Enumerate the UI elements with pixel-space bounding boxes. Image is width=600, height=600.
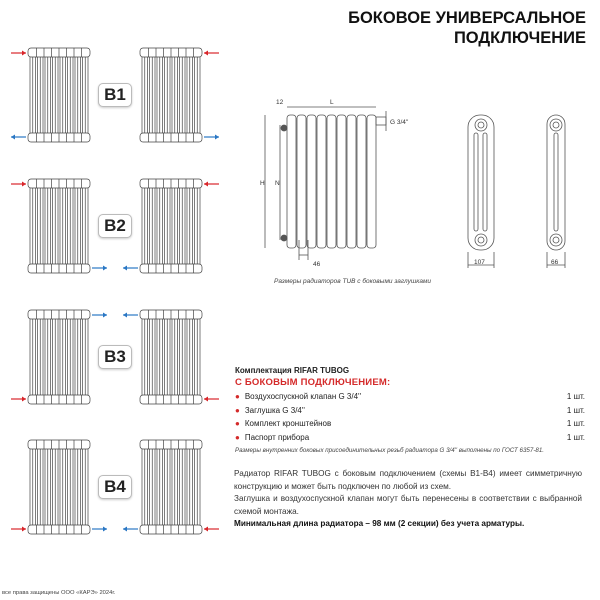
radiator-section [287, 115, 296, 248]
kit-note: Размеры внутренних боковых присоединительных резьб радиатора G 3/4'' выполнены по ГОСТ 6357-81. [235, 447, 544, 454]
scheme-label-b2: B2 [98, 214, 132, 238]
kit-section [235, 366, 585, 454]
dim-46: 46 [313, 261, 321, 268]
radiator [28, 440, 90, 534]
return-arrow-icon [123, 313, 138, 318]
dim-N: N [275, 180, 280, 187]
return-arrow-icon [11, 135, 26, 140]
supply-arrow-icon [11, 397, 26, 402]
radiator [28, 179, 90, 273]
radiator-section [317, 115, 326, 248]
scheme-label-b4: B4 [98, 475, 132, 499]
dim-12: 12 [276, 99, 284, 106]
description: Радиатор RIFAR TUBOG с боковым подключением (схемы B1-B4) имеет симметричную конструкцию и может быть подключен по любой из схем. Заглушка и воздухоспускной клапан могут быть перенесены в соответствии с выбранной схемой монтажа. Минимальная длина радиатора – 98 мм (2 секции) без учета арматуры. [234, 469, 582, 528]
list-item: ● Паспорт прибора 1 шт. [235, 432, 585, 442]
radiator-section [327, 115, 336, 248]
radiator [140, 48, 202, 142]
radiator [140, 179, 202, 273]
supply-arrow-icon [11, 527, 26, 532]
copyright: все права защищены ООО «КАРЭ» 2024г. [2, 590, 116, 596]
dim-H: H [260, 180, 265, 187]
list-item: ● Воздухоспускной клапан G 3/4'' 1 шт. [235, 392, 585, 402]
dim-107: 107 [474, 259, 485, 266]
kit-heading: Комплектация RIFAR TUBOG [235, 366, 350, 375]
supply-arrow-icon [204, 397, 219, 402]
kit-subheading: С БОКОВЫМ ПОДКЛЮЧЕНИЕМ: [235, 377, 391, 388]
dim-L: L [330, 99, 334, 106]
radiator-section [367, 115, 376, 248]
scheme-label-b1: B1 [98, 83, 132, 107]
radiator-section [347, 115, 356, 248]
return-arrow-icon [123, 266, 138, 271]
radiator-section [357, 115, 366, 248]
list-item: ● Заглушка G 3/4'' 1 шт. [235, 405, 585, 415]
scheme-label-b3: B3 [98, 345, 132, 369]
return-arrow-icon [92, 313, 107, 318]
drawing-caption: Размеры радиаторов TUB с боковыми заглушками [274, 278, 432, 285]
supply-arrow-icon [204, 182, 219, 187]
thread-label: G 3/4'' [390, 119, 409, 126]
radiator [28, 48, 90, 142]
bullet-icon: ● [235, 419, 240, 429]
radiator-section [337, 115, 346, 248]
bullet-icon: ● [235, 392, 240, 402]
kit-list [235, 390, 585, 444]
radiator-dimension-drawing [250, 90, 600, 280]
return-arrow-icon [92, 527, 107, 532]
radiator [28, 310, 90, 404]
radiator [140, 440, 202, 534]
supply-arrow-icon [11, 51, 26, 56]
bullet-icon: ● [235, 432, 240, 442]
return-arrow-icon [123, 527, 138, 532]
supply-arrow-icon [204, 51, 219, 56]
return-arrow-icon [92, 266, 107, 271]
dim-66: 66 [551, 259, 559, 266]
list-item: ● Комплект кронштейнов 1 шт. [235, 419, 585, 429]
bullet-icon: ● [235, 405, 240, 415]
supply-arrow-icon [11, 182, 26, 187]
radiator-section [307, 115, 316, 248]
radiator [140, 310, 202, 404]
page-title: БОКОВОЕ УНИВЕРСАЛЬНОЕ ПОДКЛЮЧЕНИЕ [348, 9, 586, 47]
return-arrow-icon [204, 135, 219, 140]
supply-arrow-icon [204, 527, 219, 532]
radiator-section [297, 115, 306, 248]
